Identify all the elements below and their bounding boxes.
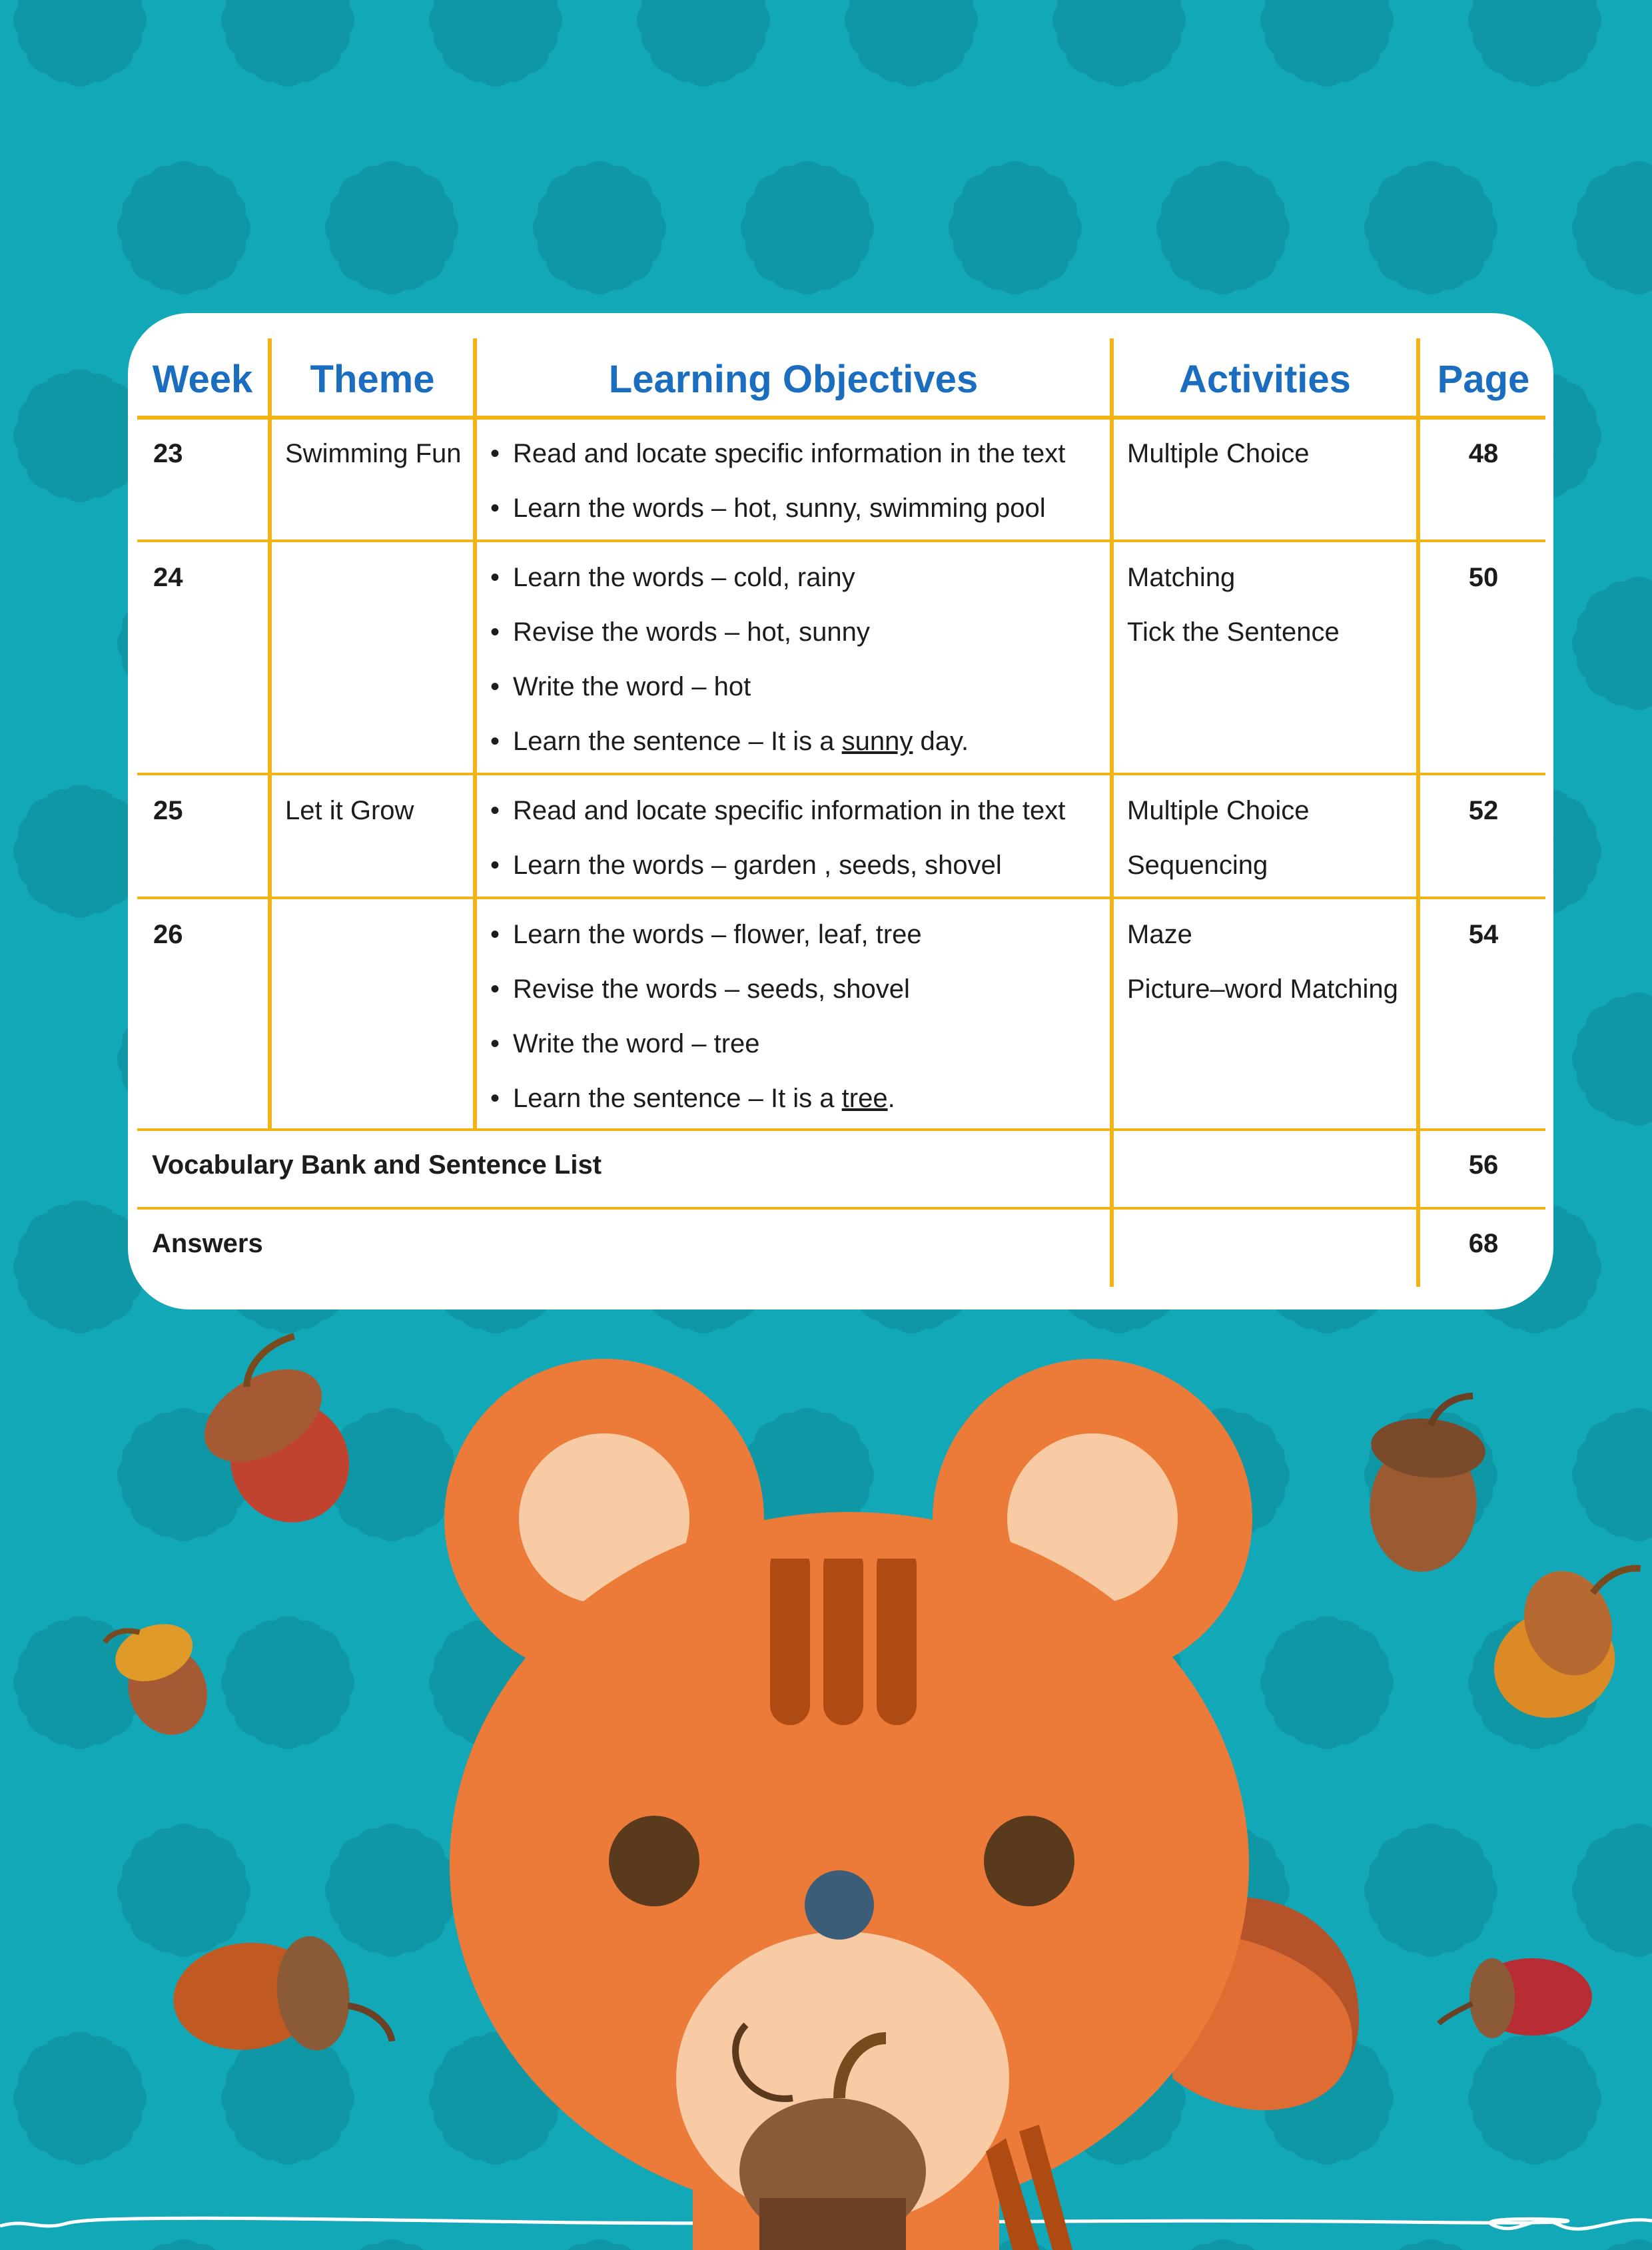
week-number: 23 — [153, 439, 183, 468]
bullet-icon: • — [490, 439, 500, 468]
activity-item: Multiple Choice — [1127, 796, 1310, 825]
answers-label: Answers — [152, 1229, 263, 1258]
objective-item: • Revise the words – seeds, shovel — [490, 962, 922, 1016]
page-number: 50 — [1468, 563, 1499, 592]
activity-item: Matching — [1127, 563, 1236, 592]
bullet-icon: • — [490, 672, 500, 701]
activity-item: Sequencing — [1127, 851, 1268, 880]
bullet-icon: • — [490, 494, 500, 523]
objective-item: • Read and locate specific information in the text — [490, 426, 1065, 481]
week-number: 25 — [153, 796, 183, 825]
objective-item: • Write the word – hot — [490, 659, 969, 714]
objective-item: • Learn the words – flower, leaf, tree — [490, 907, 922, 962]
bullet-icon: • — [490, 851, 500, 880]
activity-item: Tick the Sentence — [1127, 617, 1340, 647]
activity-item: Picture–word Matching — [1127, 974, 1398, 1004]
underlined-word: sunny — [841, 727, 913, 756]
header-page: Page — [1437, 358, 1530, 401]
theme-name: Let it Grow — [285, 796, 414, 825]
bullet-icon: • — [490, 1084, 500, 1113]
objective-item: • Learn the words – cold, rainy — [490, 550, 969, 605]
objective-item: • Read and locate specific information in the text — [490, 783, 1065, 838]
header-learning-objectives: Learning Objectives — [608, 358, 979, 401]
bullet-icon: • — [490, 617, 500, 647]
objective-item: • Revise the words – hot, sunny — [490, 605, 969, 659]
page-number: 68 — [1468, 1229, 1499, 1258]
objective-item: • Write the word – tree — [490, 1016, 922, 1071]
underlined-word: tree — [841, 1084, 888, 1113]
bullet-icon: • — [490, 727, 500, 756]
objective-item: • Learn the sentence – It is a tree. — [490, 1071, 922, 1126]
week-number: 26 — [153, 920, 183, 949]
bullet-icon: • — [490, 974, 500, 1004]
bullet-icon: • — [490, 1029, 500, 1058]
header-week: Week — [152, 358, 253, 401]
objective-item: • Learn the words – garden , seeds, shovel — [490, 838, 1065, 893]
page-number: 52 — [1468, 796, 1499, 825]
vocabulary-bank-label: Vocabulary Bank and Sentence List — [152, 1150, 602, 1180]
theme-name: Swimming Fun — [285, 439, 462, 468]
bullet-icon: • — [490, 796, 500, 825]
page-number: 54 — [1468, 920, 1499, 949]
header-theme: Theme — [310, 358, 435, 401]
page-number: 48 — [1468, 439, 1499, 468]
week-number: 24 — [153, 563, 183, 592]
objective-item: • Learn the sentence – It is a sunny day. — [490, 714, 969, 769]
objective-item: • Learn the words – hot, sunny, swimming pool — [490, 481, 1065, 536]
activity-item: Maze — [1127, 920, 1192, 949]
activity-item: Multiple Choice — [1127, 439, 1310, 468]
bullet-icon: • — [490, 563, 500, 592]
bullet-icon: • — [490, 920, 500, 949]
header-activities: Activities — [1179, 358, 1351, 401]
page-number: 56 — [1468, 1150, 1499, 1180]
squirrel-icon — [444, 1359, 1252, 2250]
